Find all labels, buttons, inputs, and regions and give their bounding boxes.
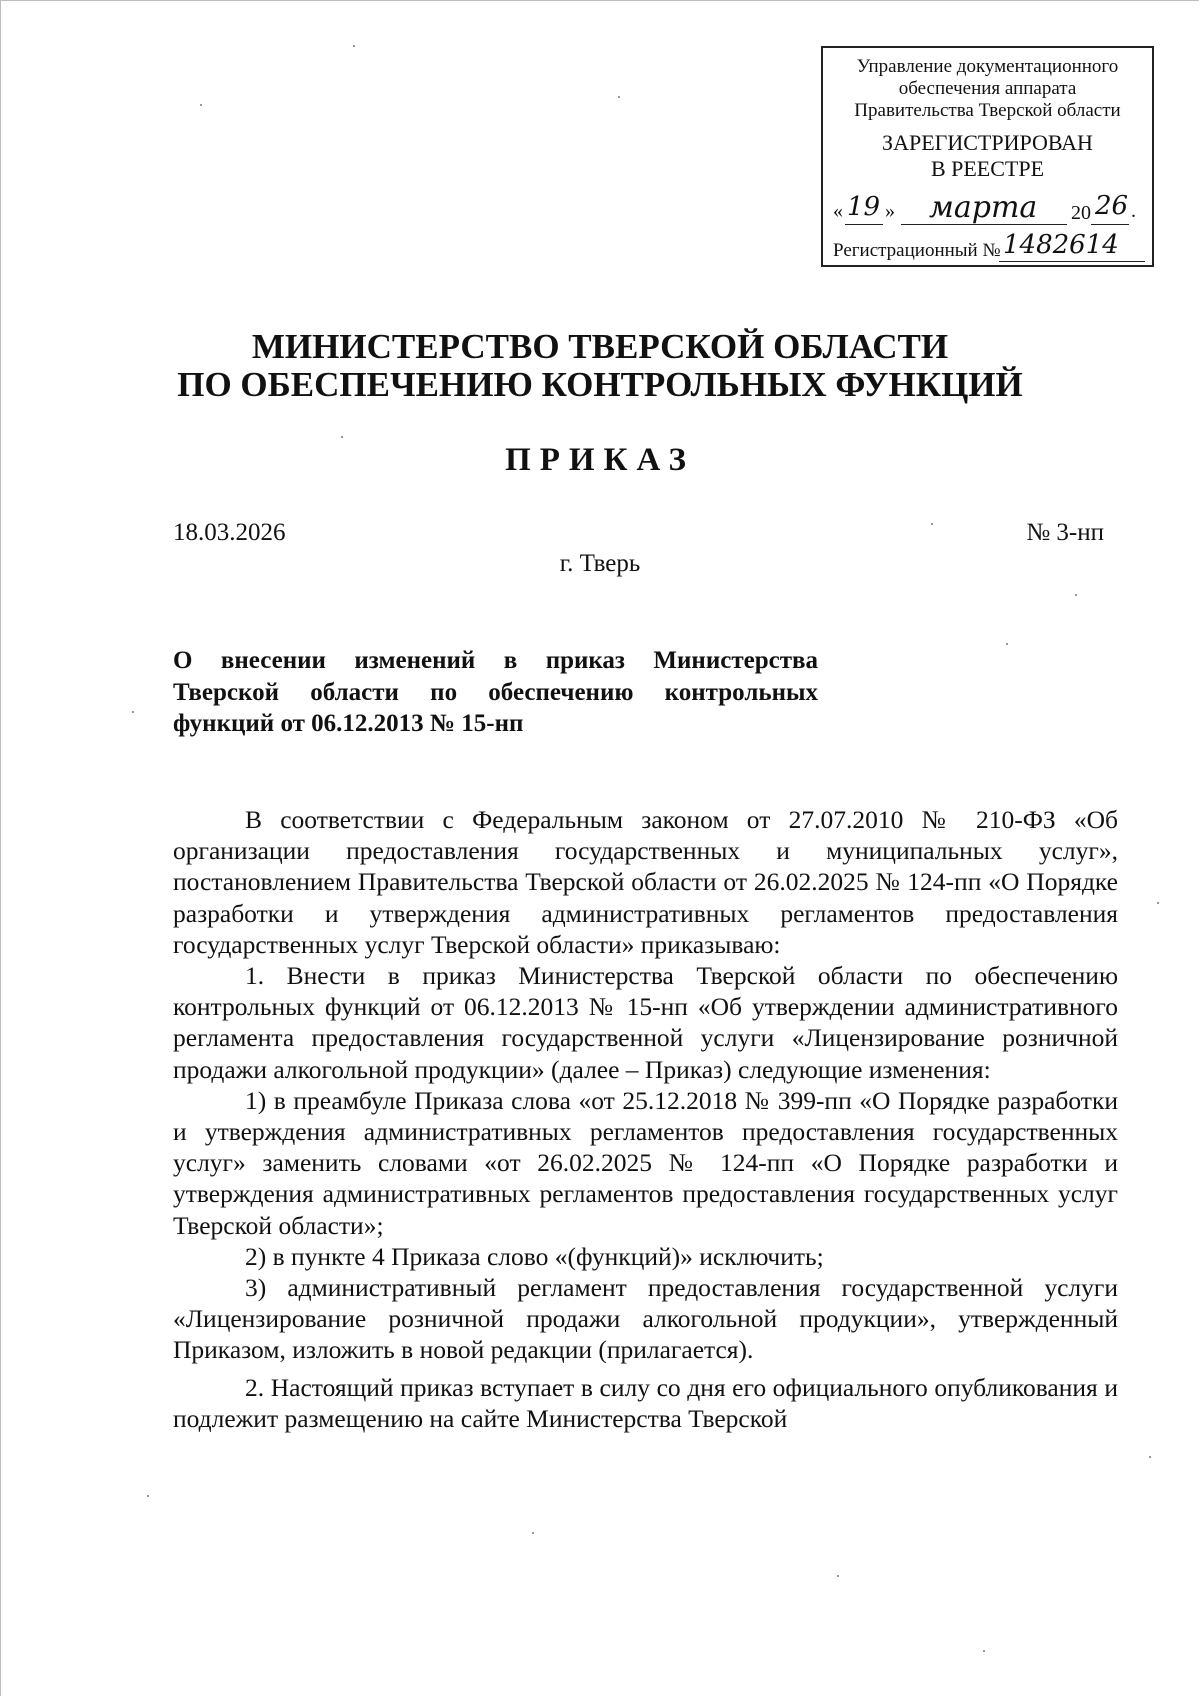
stamp-department [823,56,1152,122]
scan-speck [132,711,134,713]
scan-speck [341,436,343,438]
stamp-date-day: 19 [847,192,881,222]
scan-speck [837,1575,839,1577]
body-paragraph: 1) в преамбуле Приказа слова «от 25.12.2018 № 399-пп «О Порядке разработки и утверждения административных регламентов предоставления государственных услуг» заменить словами «от 26.02.2025 № 124-пп «О Порядке разработки и утверждения административных регламентов предоставления государственных услуг Тверской области»; [173,1085,1118,1240]
scan-speck [931,523,933,525]
stamp-date-year-prefix: 20 [1071,202,1091,224]
ministry-name [0,328,1200,404]
scan-speck [1075,594,1077,596]
scan-speck [1157,902,1159,904]
scan-speck [147,1495,149,1497]
scan-speck [618,96,620,98]
stamp-line-1: Управление документационного [856,56,1119,77]
ministry-name-line-2: ПО ОБЕСПЕЧЕНИЮ КОНТРОЛЬНЫХ ФУНКЦИЙ [177,365,1023,404]
stamp-date-year-suffix: 26 [1095,191,1129,221]
ministry-name-line-1: МИНИСТЕРСТВО ТВЕРСКОЙ ОБЛАСТИ [251,327,949,366]
registration-stamp [821,46,1154,267]
scan-speck [532,1532,534,1534]
body-paragraph: 1. Внести в приказ Министерства Тверской области по обеспечению контрольных функций от 06.12.2013 № 15-нп «Об утверждении административного регламента предоставления государственной услуги «Лицензирование розничной продажи алкогольной продукции» (далее – Приказ) следующие изменения: [173,961,1118,1084]
body-paragraph: 2) в пункте 4 Приказа слово «(функций)» исключить; [245,1241,824,1271]
document-number: № 3-нп [1026,519,1104,546]
stamp-registered-line-2: В РЕЕСТРЕ [930,156,1045,181]
stamp-reg-number-label: Регистрационный № [833,240,1001,261]
document-subject: О внесении изменений в приказ Министерства Тверской области по обеспечению контрольных функций от 06.12.2013 № 15-нп [173,647,818,737]
stamp-reg-number-value: 1482614 [1003,230,1119,260]
scan-speck [353,45,355,47]
body-paragraph: В соответствии с Федеральным законом от 27.07.2010 № 210-ФЗ «Об организации предоставления государственных и муниципальных услуг», постановлением Правительства Тверской области от 26.02.2025 № 124-пп «О Порядке разработки и утверждения административных регламентов предоставления государственных услуг Тверской области» приказываю: [173,805,1118,959]
document-type: ПРИКАЗ [505,442,695,478]
body-paragraph: 2. Настоящий приказ вступает в силу со дня его официального опубликования и подлежит размещению на сайте Министерства Тверской [173,1372,1118,1433]
stamp-registered [823,130,1152,182]
scan-speck [1006,643,1008,645]
document-body [173,804,1118,1434]
stamp-date-month: марта [929,190,1038,225]
scan-speck [200,104,202,106]
scan-speck [1149,1456,1151,1458]
stamp-line-3: Правительства Тверской области [854,100,1121,121]
document-date: 18.03.2026 [173,519,286,546]
stamp-reg-number [833,230,1144,265]
stamp-registered-line-1: ЗАРЕГИСТРИРОВАН [882,130,1093,155]
stamp-date: « 19 » марта 20 26 . [833,190,1136,225]
body-paragraph: 3) административный регламент предоставления государственной услуги «Лицензирование розничной продажи алкогольной продукции», утвержденный Приказом, изложить в новой редакции (прилагается). [173,1273,1118,1365]
document-city: г. Тверь [559,550,641,577]
scan-speck [983,1650,985,1652]
stamp-line-2: обеспечения аппарата [898,78,1077,99]
